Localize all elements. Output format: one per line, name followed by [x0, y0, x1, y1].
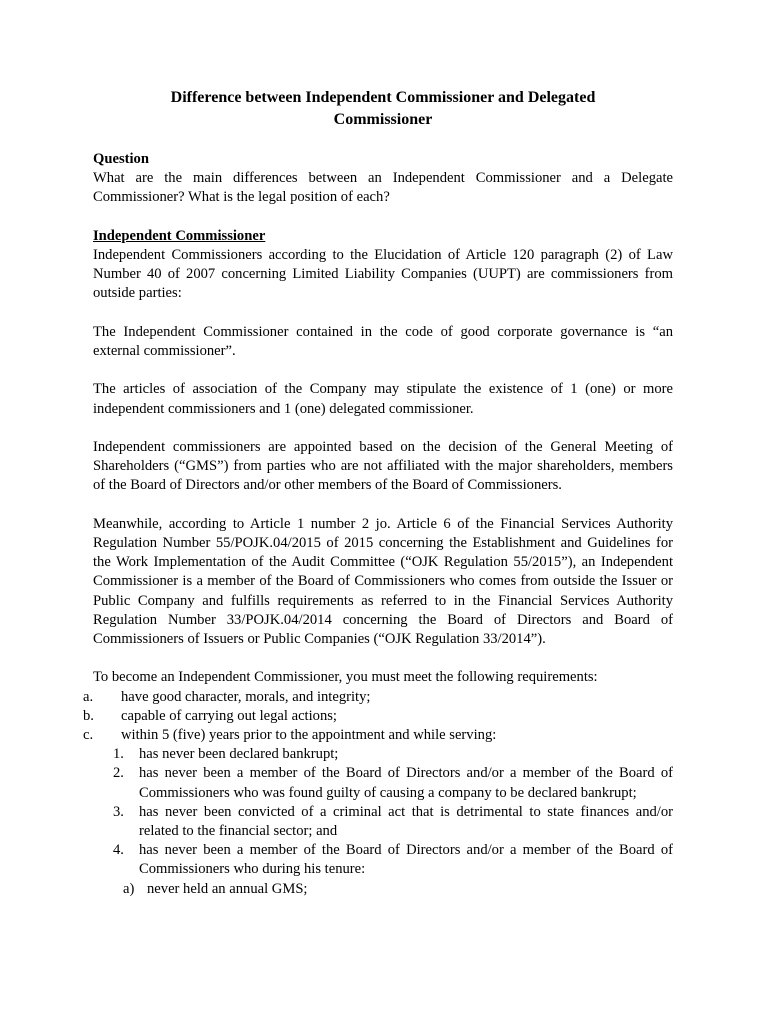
document-title: Difference between Independent Commissioner and Delegated Commissioner [170, 89, 596, 128]
list-item [93, 764, 673, 802]
list-marker: c. [83, 727, 94, 743]
list-marker: 3. [113, 803, 124, 820]
paragraph: The articles of association of the Company may stipulate the existence of 1 (one) or more independent commissioners and 1 (one) delegated commissioner. [93, 381, 673, 417]
section-heading: Independent Commissioner [93, 227, 266, 244]
list-item-text: never held an annual GMS; [147, 880, 308, 897]
list-item [93, 841, 673, 879]
paragraph: Independent commissioners are appointed based on the decision of the General Meeting of Shareholders (“GMS”) from parties who are not affiliated with the major shareholders, members of the Board of Directors and/or other members of the Board of Commissioners. [93, 438, 673, 494]
sub-sub-requirements-list [93, 880, 673, 899]
list-marker: 2. [113, 765, 124, 782]
paragraph: Independent Commissioners according to the Elucidation of Article 120 paragraph (2) of Law Number 40 of 2007 concerning Limited Liability Companies (UUPT) are commissioners from outside parties: [93, 247, 673, 302]
list-marker: b. [83, 707, 94, 724]
list-marker: 4. [113, 842, 124, 859]
paragraph: Meanwhile, according to Article 1 number 2 jo. Article 6 of the Financial Services Authority Regulation Number 55/POJK.04/2015 of 2015 concerning the Establishment and Guidelines for the Work Implementation of the Audit Committee (“OJK Regulation 55/2015”), an Independent Commissioner is a member of the Board of Commissioners who comes from outside the Issuer or Public Company and fulfills requirements as referred to in the Financial Services Authority Regulation Number 33/POJK.04/2014 concerning the Board of Directors and Board of Commissioners of Issuers or Public Companies (“OJK Regulation 33/2014”). [93, 515, 673, 647]
list-item [83, 688, 673, 707]
list-item-text: has never been convicted of a criminal act that is detrimental to state finances and/or related to the financial sector; and [139, 803, 673, 840]
question-heading: Question [93, 151, 149, 167]
list-marker: a. [83, 688, 94, 705]
list-item [93, 803, 673, 841]
list-marker: 1. [113, 746, 124, 763]
sub-requirements-list [93, 745, 673, 879]
document-page [83, 87, 673, 899]
list-item-text: has never been a member of the Board of Directors and/or a member of the Board of Commissioners who during his tenure: [139, 842, 673, 878]
question-text: What are the main differences between an Independent Commissioner and a Delegate Commissioner? What is the legal position of each? [93, 170, 673, 206]
list-item [83, 707, 673, 726]
list-item [93, 880, 673, 899]
requirements-intro: To become an Independent Commissioner, you must meet the following requirements: [93, 669, 598, 686]
list-item-text: has never been a member of the Board of Directors and/or a member of the Board of Commissioners who was found guilty of causing a company to be declared bankrupt; [139, 765, 673, 801]
list-item-text: within 5 (five) years prior to the appointment and while serving: [121, 727, 497, 743]
requirements-list [83, 688, 673, 746]
paragraph: The Independent Commissioner contained in the code of good corporate governance is “an external commissioner”. [93, 323, 673, 359]
list-item [93, 745, 673, 764]
list-item-text: have good character, morals, and integrity; [121, 688, 371, 705]
list-item-text: capable of carrying out legal actions; [121, 707, 337, 724]
list-marker: a) [123, 880, 135, 897]
list-item-text: has never been declared bankrupt; [139, 746, 339, 763]
list-item [83, 726, 673, 745]
